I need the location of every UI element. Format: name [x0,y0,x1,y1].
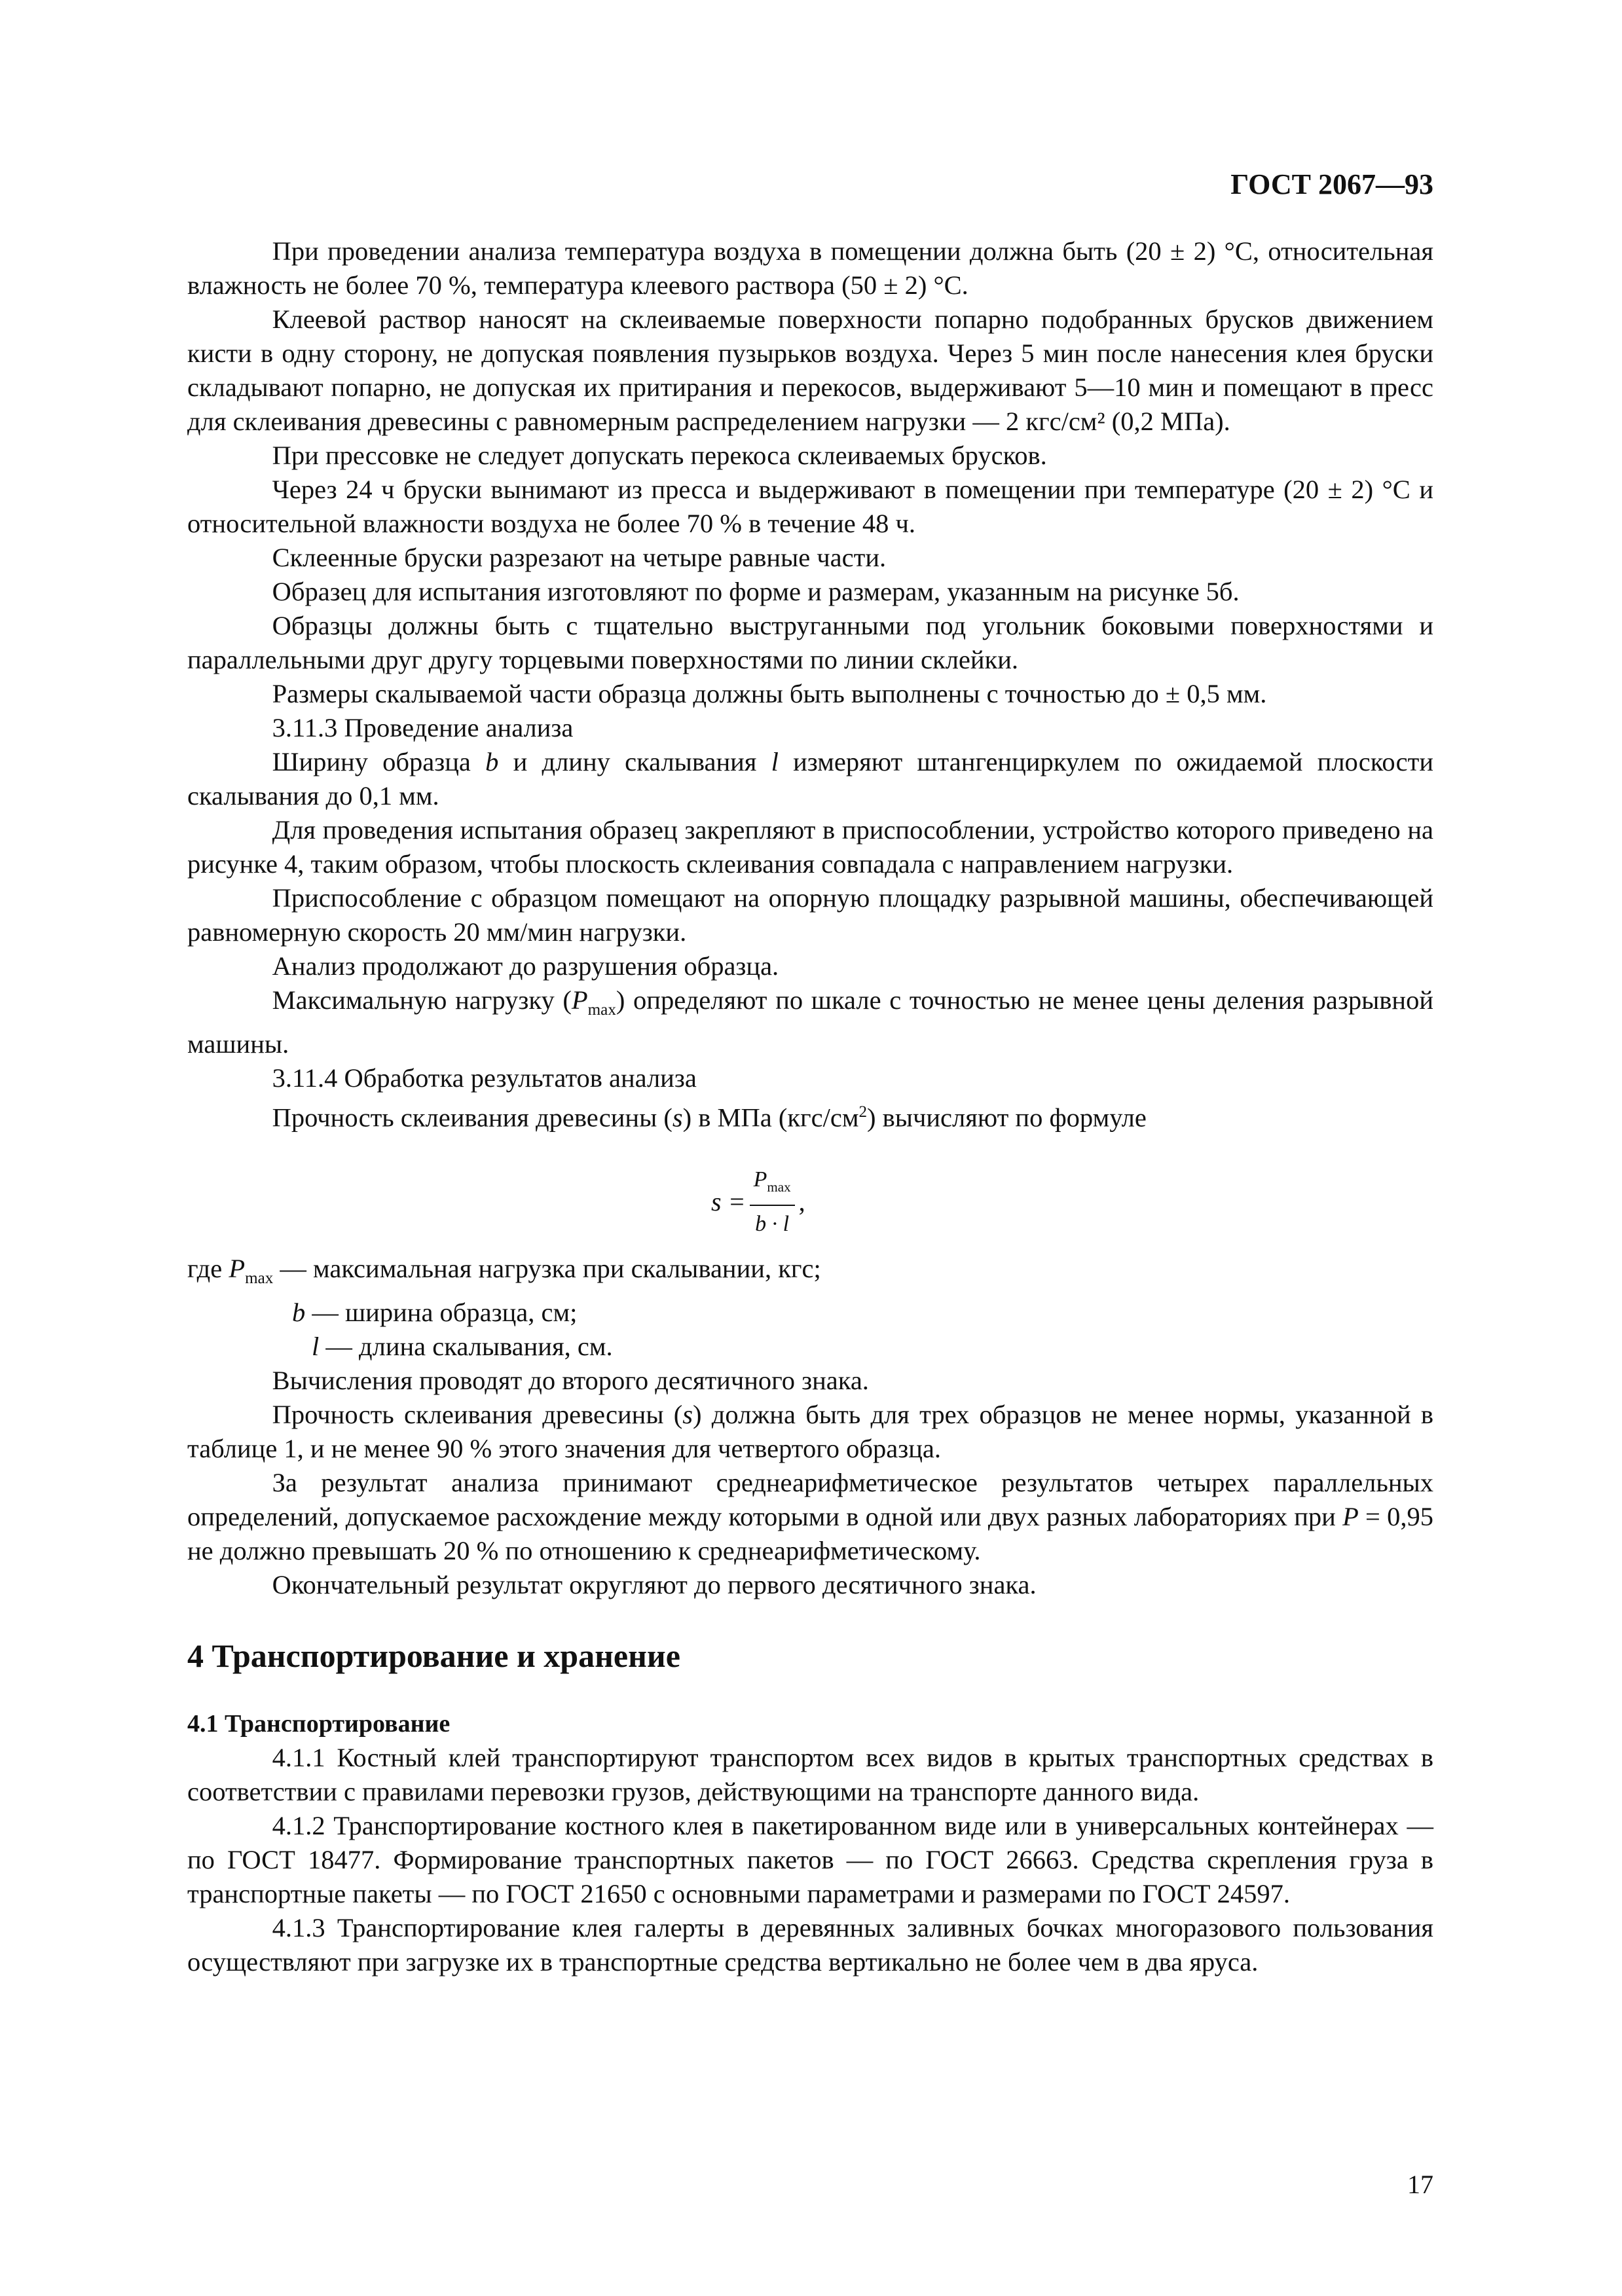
section-heading-4: 4 Транспортирование и хранение [187,1637,680,1674]
paragraph: Через 24 ч бруски вынимают из пресса и выдерживают в помещении при температуре (20 ± 2) °С и относительной влажности воздуха не более 70 % в течение 48 ч. [187,475,1433,538]
paragraph: Образцы должны быть с тщательно выструганными под угольник боковыми поверхностями и параллельными друг другу торцевыми поверхностями по линии склейки. [187,611,1433,674]
document-body [187,234,1433,1979]
paragraph-width-measure: Ширину образца b и длину скалывания l измеряют штангенциркулем по ожидаемой плоскости скалывания до 0,1 мм. [187,747,1434,811]
legend-item-l: l — длина скалывания, см. [312,1331,613,1361]
paragraph-max-load: Максимальную нагрузку $(P_{max})$ определяют по шкале с точностью не менее цены деления разрывной машины. [187,985,1433,1059]
paragraph-result: За результат анализа принимают среднеарифметическое результатов четырех параллельных определений, допускаемое расхождение между которыми в одной или двух разных лабораториях при P = 0,95 не должно превышать 20 % по отношению к среднеарифметическому. [187,1467,1434,1565]
legend-item-pmax: где $P_{max}$ — максимальная нагрузка при скалывании, кгс; [187,1253,821,1287]
paragraph: Склеенные бруски разрезают на четыре равные части. [272,543,887,572]
document-standard-id: ГОСТ 2067—93 [1230,168,1433,200]
formula-numerator: P [753,1167,767,1192]
formula-numerator-sub: max [767,1178,791,1195]
subsection-heading-3-11-3: 3.11.3 Проведение анализа [272,713,574,742]
paragraph: Размеры скалываемой части образца должны быть выполнены с точностью до ± 0,5 мм. [272,679,1267,708]
paragraph: 4.1.2 Транспортирование костного клея в пакетированном виде или в универсальных контейнерах — по ГОСТ 18477. Формирование транспортных пакетов — по ГОСТ 26663. Средства скрепления груза в транспортные пакеты — по ГОСТ 21650 с основными параметрами и размерами по ГОСТ 24597. [187,1810,1433,1908]
paragraph: Образец для испытания изготовляют по форме и размерам, указанным на рисунке 5б. [272,577,1240,606]
paragraph-norm: Прочность склеивания древесины (s) должна быть для трех образцов не менее нормы, указанной в таблице 1, и не менее 90 % этого значения для четвертого образца. [187,1399,1433,1463]
strength-formula [187,1148,1433,1240]
paragraph: Анализ продолжают до разрушения образца. [272,951,779,981]
formula-fraction [750,1163,795,1242]
formula-denominator: b · l [755,1212,790,1237]
paragraph: 4.1.3 Транспортирование клея галерты в деревянных заливных бочках многоразового пользования осуществляют при загрузке их в транспортные средства вертикально не более чем в два яруса. [187,1912,1433,1977]
paragraph-strength-formula-intro: Прочность склеивания древесины (s) в МПа $(кгс/см^2)$ вычисляют по формуле [272,1102,1147,1133]
paragraph: Для проведения испытания образец закрепляют в приспособлении, устройство которого приведено на рисунке 4, таким образом, чтобы плоскость склеивания совпадала с направлением нагрузки. [187,815,1433,879]
subsection-heading-4-1: 4.1 Транспортирование [187,1709,451,1738]
subsection-heading-3-11-4: 3.11.4 Обработка результатов анализа [272,1063,697,1093]
legend-item-b: b — ширина образца, см; [292,1297,578,1327]
paragraph: Клеевой раствор наносят на склеиваемые поверхности попарно подобранных брусков движением кисти в одну сторону, не допуская появления пузырьков воздуха. Через 5 мин после нанесения клея бруски складывают попарно, не допуская их притирания и перекосов, выдерживают 5—10 мин и помещают в пресс для склеивания древесины с равномерным распределением нагрузки — 2 кгс/см² (0,2 МПа). [187,304,1433,436]
paragraph: Вычисления проводят до второго десятичного знака. [272,1365,869,1395]
paragraph: При прессовке не следует допускать перекоса склеиваемых брусков. [272,441,1047,470]
paragraph: При проведении анализа температура воздуха в помещении должна быть (20 ± 2) °С, относительная влажность не более 70 %, температура клеевого раствора (50 ± 2) °С. [187,236,1433,300]
formula-tail: , [798,1186,805,1216]
formula-lhs: s = [711,1186,746,1216]
variable-legend [187,1252,1433,1364]
page-number: 17 [1407,2170,1433,2199]
paragraph: 4.1.1 Костный клей транспортируют транспортом всех видов в крытых транспортных средствах в соответствии с правилами перевозки грузов, действующими на транспорте данного вида. [187,1742,1433,1806]
paragraph: Приспособление с образцом помещают на опорную площадку разрывной машины, обеспечивающей равномерную скорость 20 мм/мин нагрузки. [187,883,1433,947]
paragraph: Окончательный результат округляют до первого десятичного знака. [272,1569,1037,1599]
